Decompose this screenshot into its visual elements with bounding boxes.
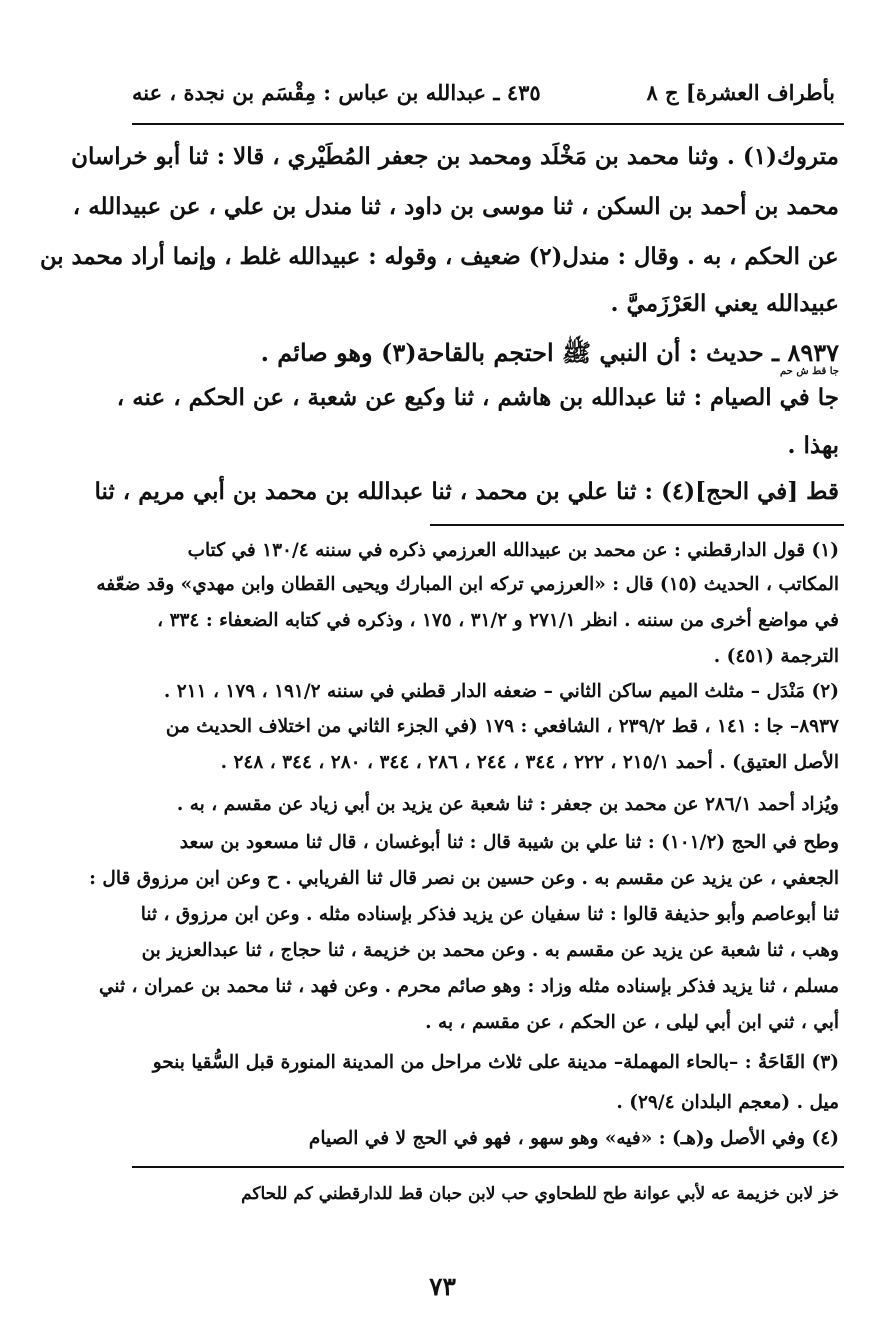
main-line-2: محمد بن أحمد بن السكن ، ثنا موسى بن داود ، ثنا مندل بن علي ، عن عبيدالله ،: [72, 193, 839, 220]
fn-line-12: وهب ، ثنا شعبة عن يزيد عن مقسم به . وعن محمد بن خزيمة ، ثنا حجاج ، ثنا عبدالعزيز بن: [141, 940, 839, 961]
running-header: [132, 72, 835, 112]
fn-line-5: (٢) مَنْدَل – مثلث الميم ساكن الثاني – ضعفه الدار قطني في سننه ١٩١/٢ ، ١٧٩ ، ٢١١ .: [163, 681, 839, 702]
page-number: ٧٣: [429, 1272, 456, 1301]
fn-line-16: ميل . (معجم البلدان ٢٩/٤) .: [616, 1092, 839, 1113]
hadith-heading: ٨٩٣٧ ـ حديث : أن النبي ﷺ احتجم بالقاحة(٣) وهو صائم .: [260, 338, 839, 367]
footnote-rule: [430, 524, 844, 526]
main-line-8: قط [في الحج](٤) : ثنا علي بن محمد ، ثنا عبدالله بن محمد بن أبي مريم ، ثنا: [94, 478, 839, 505]
fn-line-8: ويُزاد أحمد ٢٨٦/١ عن محمد بن جعفر : ثنا شعبة عن يزيد بن أبي زياد عن مقسم ، به .: [176, 794, 839, 815]
fn-line-7: الأصل العتيق) . أحمد ٢١٥/١ ، ٢٢٢ ، ٣٤٤ ، ٢٤٤ ، ٢٨٦ ، ٣٤٤ ، ٢٨٠ ، ٣٤٤ ، ٢٤٨ .: [220, 752, 839, 773]
fn-line-1: (١) قول الدارقطني : عن محمد بن عبيدالله العرزمي ذكره في سننه ١٣٠/٤ في كتاب: [187, 540, 839, 561]
header-right: بأطراف العشرة] ج ٨: [646, 79, 835, 105]
legend-rule: [132, 1166, 844, 1168]
fn-line-4: الترجمة (٤٥١) .: [713, 646, 839, 667]
side-note: جا قط ش حم: [780, 366, 839, 377]
main-line-7: بهذا .: [787, 432, 839, 459]
main-line-3: عن الحكم ، به . وقال : مندل(٢) ضعيف ، وقوله : عبيدالله غلط ، وإنما أراد محمد بن: [40, 243, 839, 270]
fn-line-15: (٣) القَاحَةُ : –بالحاء المهملة– مدينة على ثلاث مراحل من المدينة المنورة قبل السُّقيا بنحو: [152, 1052, 839, 1073]
fn-line-2: المكاتب ، الحديث (١٥) قال : «العرزمي تركه ابن المبارك ويحيى القطان وابن مهدي» وقد ضعّفه: [96, 574, 839, 595]
header-center: ٤٣٥ ـ عبدالله بن عباس : مِقْسَم بن نجدة ، عنه: [132, 79, 541, 105]
main-line-6: جا في الصيام : ثنا عبدالله بن هاشم ، ثنا وكيع عن شعبة ، عن الحكم ، عنه ،: [116, 384, 839, 411]
main-line-4: عبيدالله يعني العَرْزَميَّ .: [610, 290, 839, 317]
fn-line-6: ٨٩٣٧– جا : ١٤١ ، قط ٢٣٩/٢ ، الشافعي : ١٧٩ (في الجزء الثاني من اختلاف الحديث من: [165, 716, 839, 737]
fn-line-17: (٤) وفي الأصل و(هـ) : «فيه» وهو سهو ، فهو في الحج لا في الصيام: [308, 1128, 839, 1149]
fn-line-14: أبي ، ثني ابن أبي ليلى ، عن الحكم ، عن مقسم ، به .: [425, 1012, 839, 1033]
fn-line-11: ثنا أبوعاصم وأبو حذيفة قالوا : ثنا سفيان عن يزيد فذكر بإسناده مثله . وعن ابن مرزوق ، ثنا: [140, 904, 839, 925]
fn-line-9: وطح في الحج (١٠١/٢) : ثنا علي بن شيبة قال : ثنا أبوغسان ، قال ثنا مسعود بن سعد: [179, 832, 839, 853]
fn-line-10: الجعفي ، عن يزيد عن مقسم به . وعن حسين بن نصر قال ثنا الفريابي . ح وعن ابن مرزوق قال :: [89, 868, 839, 889]
fn-line-13: مسلم ، ثنا يزيد فذكر بإسناده مثله وزاد : وهو صائم محرم . وعن فهد ، ثنا محمد بن عمران ، ثني: [98, 976, 839, 997]
main-line-1: متروك(١) . وثنا محمد بن مَخْلَد ومحمد بن جعفر المُطَيْري ، قالا : ثنا أبو خراسان: [71, 143, 839, 170]
fn-line-3: في مواضع أخرى من سننه . انظر ٢٧١/١ و ٣١/٢ ، ١٧٥ ، وذكره في كتابه الضعفاء : ٣٣٤ ،: [157, 610, 839, 631]
header-rule: [132, 123, 844, 125]
abbreviation-legend: خز لابن خزيمة عه لأبي عوانة طح للطحاوي حب لابن حبان قط للدارقطني كم للحاكم: [241, 1184, 839, 1204]
